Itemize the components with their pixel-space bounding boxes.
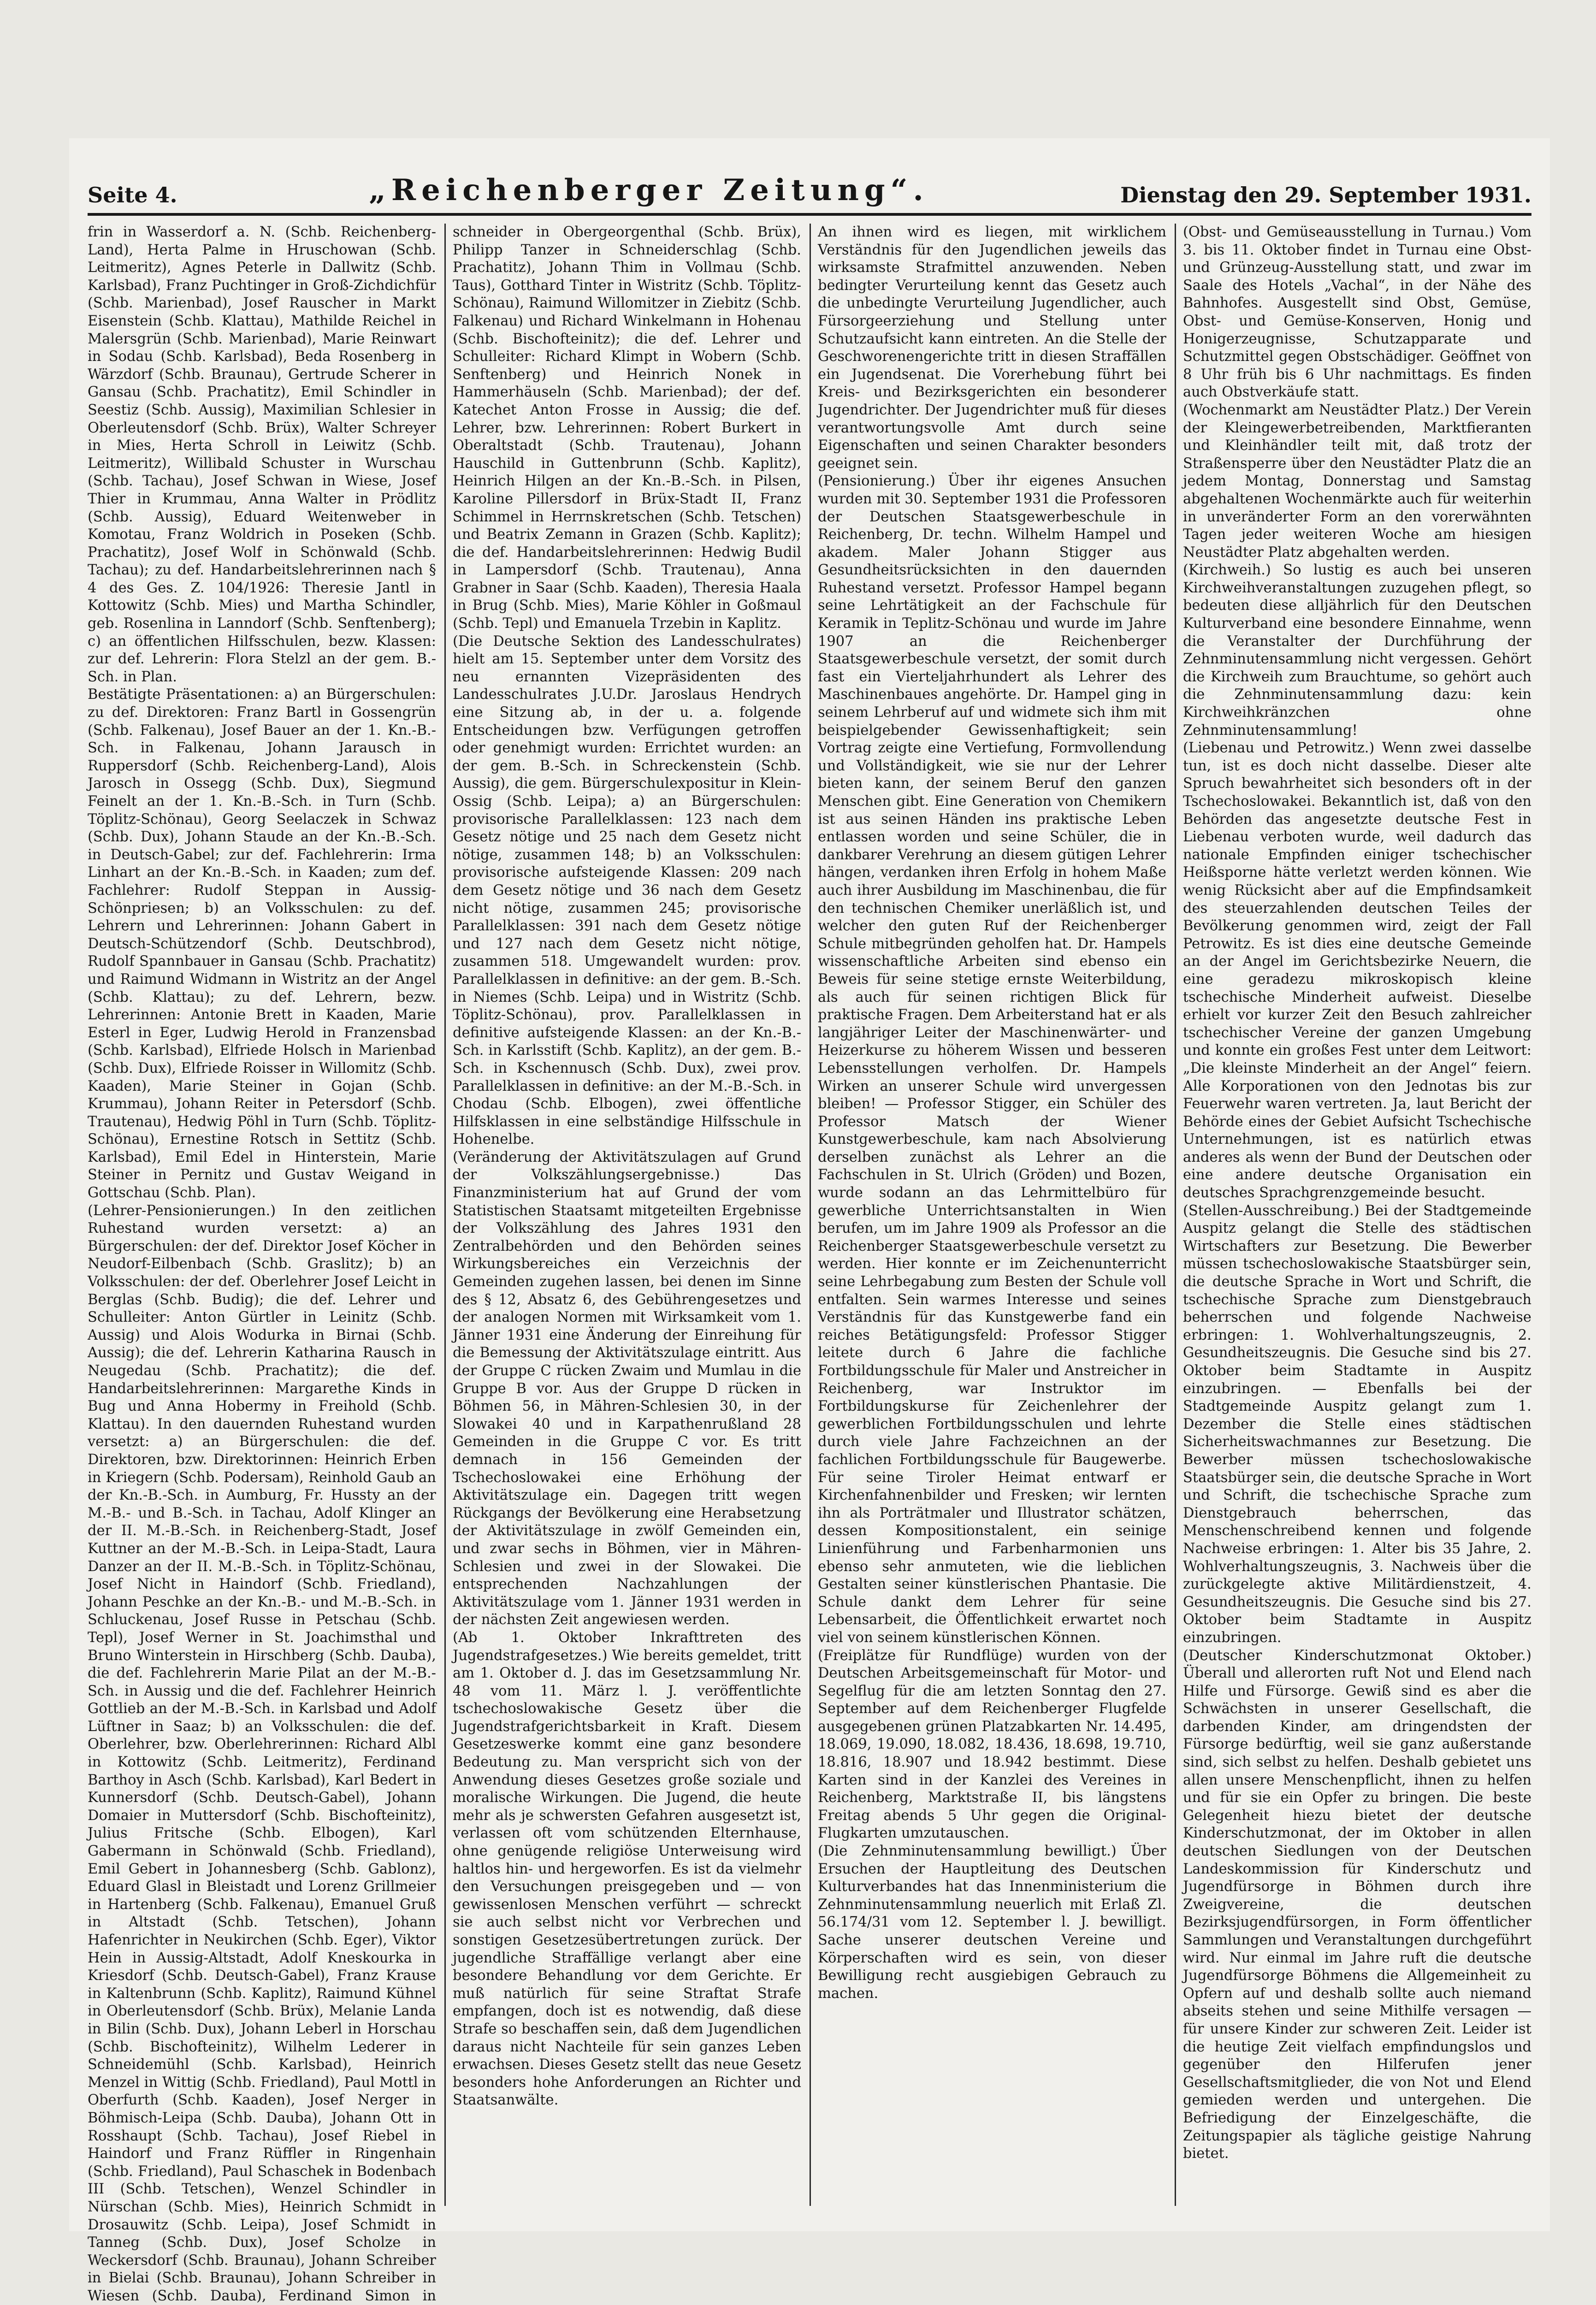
paragraph: (Veränderung der Aktivitätszulagen auf Grund der Volkszählungsergebnisse.) Das Finanzministerium hat auf Grund der vom Statistischen Staatsamt mitgeteilten Ergebnisse der Volkszählung des Jahres 1931 den Zentralbehörden und den Behörden seines Wirkungsbereiches ein Verzeichnis der Gemeinden zugehen lassen, bei denen im Sinne des § 12, Absatz 6, des Gebührengesetzes und der analogen Normen mit Wirksamkeit vom 1. Jänner 1931 eine Änderung der Einreihung für die Bemessung der Aktivitätszulage eintritt. Aus der Gruppe C rücken Zwaim und Mumlau in die Gruppe B vor. Aus der Gruppe D rücken in Böhmen 56, in Mähren-Schlesien 30, in der Slowakei 40 und in Karpathenrußland 28 Gemeinden in die Gruppe C vor. Es tritt demnach in 156 Gemeinden der Tschechoslowakei eine Erhöhung der Aktivitätszulage ein. Dagegen tritt wegen Rückgangs der Bevölkerung eine Herabsetzung der Aktivitätszulage in zwölf Gemeinden ein, und zwar sechs in Böhmen, vier in Mähren-Schlesien und zwei in der Slowakei. Die entsprechenden Nachzahlungen der Aktivitätszulage vom 1. Jänner 1931 werden in der nächsten Zeit angewiesen werden. <box>453 1149 801 1628</box>
text-columns <box>88 224 1531 2304</box>
column-2 <box>453 224 801 2206</box>
column-rule <box>1175 224 1176 2206</box>
masthead-title: „Reichenberger Zeitung“. <box>369 173 929 207</box>
paragraph: (Ab 1. Oktober Inkrafttreten des Jugendstrafgesetzes.) Wie bereits gemeldet, tritt am 1. Oktober d. J. das im Gesetzsammlung Nr. 48 vom 11. März l. J. veröffentlichte tschechoslowakische Gesetz über die Jugendstrafgerichtsbarkeit in Kraft. Diesem Gesetzeswerke kommt eine ganz besondere Bedeutung zu. Man verspricht sich von der Anwendung dieses Gesetzes große soziale und moralische Wirkungen. Die Jugend, die heute mehr als je schwersten Gefahren ausgesetzt ist, verlassen oft vom schützenden Elternhause, ohne genügende religiöse Unterweisung wird haltlos hin- und hergeworfen. Es ist da vielmehr den Versuchungen preisgegeben und — von gewissenlosen Menschen verführt — schreckt sie auch selbst nicht vor Verbrechen und sonstigen Gesetzesübertretungen zurück. Der jugendliche Straffällige verlangt aber eine besondere Behandlung vor dem Gerichte. Er muß natürlich für seine Straftat Strafe empfangen, doch ist es notwendig, daß diese Strafe so beschaffen sein, daß dem Jugendlichen daraus nicht Nachteile für sein ganzes Leben erwachsen. Dieses Gesetz stellt das neue Gesetz besonders hohe Anforderungen an Richter und Staatsanwälte. <box>453 1629 801 2109</box>
page-header <box>88 166 1531 207</box>
paragraph: (Obst- und Gemüseausstellung in Turnau.) Vom 3. bis 11. Oktober findet in Turnau eine Obst- und Grünzeug-Ausstellung statt, und zwar im Saale des Hotels „Vachal“, in der Nähe des Bahnhofes. Ausgestellt sind Obst, Gemüse, Obst- und Gemüse-Konserven, Honig und Honigerzeugnisse, Schutzapparate und Schutzmittel gegen Obstschädiger. Geöffnet von 8 Uhr früh bis 6 Uhr nachmittags. Es finden auch Obstverkäufe statt. <box>1183 224 1531 401</box>
issue-date: Dienstag den 29. September 1931. <box>1120 183 1531 207</box>
paragraph: An ihnen wird es liegen, mit wirklichem Verständnis für den Jugendlichen jeweils das wirksamste Strafmittel anzuwenden. Neben bedingter Verurteilung kennt das Gesetz auch die unbedingte Verurteilung Jugendlicher, auch Fürsorgeerziehung und Stellung unter Schutzaufsicht kann eintreten. An die Stelle der Geschworenengerichte tritt in diesen Straffällen ein Jugendsenat. Die Vorerhebung führt bei Kreis- und Bezirksgerichten ein besonderer Jugendrichter. Der Jugendrichter muß für dieses verantwortungsvolle Amt durch seine Eigenschaften und seinen Charakter besonders geeignet sein. <box>818 224 1166 472</box>
header-rule <box>88 213 1531 216</box>
paragraph: (Kirchweih.) So lustig es auch bei unseren Kirchweihveranstaltungen zuzugehen pflegt, so bedeuten diese alljährlich für den Deutschen Kulturverband eine besondere Einnahme, wenn die Veranstalter der Durchführung der Zehnminutensammlung nicht vergessen. Gehört die Kirchweih zum Brauchtume, so gehört auch die Zehnminutensammlung dazu: kein Kirchweihkränzchen ohne Zehnminutensammlung! <box>1183 562 1531 739</box>
paragraph: Bestätigte Präsentationen: a) an Bürgerschulen: zu def. Direktoren: Franz Bartl in Gossengrün (Schb. Falkenau), Josef Bauer an der 1. Kn.-B.-Sch. in Falkenau, Johann Jarausch in Ruppersdorf (Schb. Reichenberg-Land), Alois Jarosch in Ossegg (Schb. Dux), Siegmund Feinelt an der 1. Kn.-B.-Sch. in Turn (Schb. Töplitz-Schönau), Georg Seelaczek in Schwaz (Schb. Dux), Johann Staude an der Kn.-B.-Sch. in Deutsch-Gabel; zur def. Fachlehrerin: Irma Linhart an der Kn.-B.-Sch. in Kaaden; zum def. Fachlehrer: Rudolf Steppan in Aussig-Schönpriesen; b) an Volksschulen: zu def. Lehrern und Lehrerinnen: Johann Gabert in Deutsch-Schützendorf (Schb. Deutschbrod), Rudolf Spannbauer in Gansau (Schb. Prachatitz) und Raimund Widmann in Wistritz an der Angel (Schb. Klattau); zu def. Lehrern, bezw. Lehrerinnen: Antonie Brett in Kaaden, Marie Esterl in Eger, Ludwig Herold in Franzensbad (Schb. Karlsbad), Elfriede Holsch in Marienbad (Schb. Dux), Elfriede Roisser in Willomitz (Schb. Kaaden), Marie Steiner in Gojan (Schb. Krummau), Johann Reiter in Petersdorf (Schb. Trautenau), Hedwig Pöhl in Turn (Schb. Töplitz-Schönau), Ernestine Rotsch in Settitz (Schb. Karlsbad), Emil Edel in Hinterstein, Marie Steiner in Pernitz und Gustav Weigand in Gottschau (Schb. Plan). <box>88 686 436 1201</box>
column-3 <box>818 224 1166 2206</box>
paragraph: (Lehrer-Pensionierungen.) In den zeitlichen Ruhestand wurden versetzt: a) an Bürgerschulen: der def. Direktor Josef Köcher in Neudorf-Eilbenbach (Schb. Graslitz); b) an Volksschulen: der def. Oberlehrer Josef Leicht in Berglas (Schb. Budig); die def. Lehrer und Schulleiter: Anton Gürtler in Leinitz (Schb. Aussig) und Alois Wodurka in Birnai (Schb. Aussig); die def. Lehrerin Katharina Rausch in Neugedau (Schb. Prachatitz); die def. Handarbeitslehrerinnen: Margarethe Kinds in Bug und Anna Hobermy in Freihold (Schb. Klattau). In den dauernden Ruhestand wurden versetzt: a) an Bürgerschulen: die def. Direktoren, bzw. Direktorinnen: Heinrich Erben in Kriegern (Schb. Podersam), Reinhold Gaub an der Kn.-B.-Sch. in Aumburg, Fr. Hussty an der M.-B.- und B.-Sch. in Tachau, Adolf Klinger an der II. M.-B.-Sch. in Reichenberg-Stadt, Josef Kuttner an der M.-B.-Sch. in Leipa-Stadt, Laura Danzer an der II. M.-B.-Sch. in Töplitz-Schönau, Josef Nicht in Haindorf (Schb. Friedland), Johann Peschke an der Kn.-B.- und M.-B.-Sch. in Schluckenau, Josef Russe in Petschau (Schb. Tepl), Josef Werner in St. Joachimsthal und Bruno Winterstein in Hirschberg (Schb. Dauba), die def. Fachlehrerin Marie Pilat an der M.-B.-Sch. in Aussig und die def. Fachlehrer Heinrich Gottlieb an der M.-B.-Sch. in Karlsbad und Adolf Lüftner in Saaz; b) an Volksschulen: die def. Oberlehrer, bzw. Oberlehrerinnen: Richard Albl in Kottowitz (Schb. Leitmeritz), Ferdinand Barthoy in Asch (Schb. Karlsbad), Karl Bedert in Kunnersdorf (Schb. Deutsch-Gabel), Johann Domaier in Muttersdorf (Schb. Bischofteinitz), Julius Fritsche (Schb. Elbogen), Karl Gabermann in Schönwald (Schb. Friedland), Emil Gebert in Johannesberg (Schb. Gablonz), Eduard Glasl in Bleistadt und Lorenz Grillmeier in Hartenberg (Schb. Falkenau), Emanuel Gruß in Altstadt (Schb. Tetschen), Johann Hafenrichter in Neukirchen (Schb. Eger), Viktor Hein in Aussig-Altstadt, Adolf Kneskourka in Kriesdorf (Schb. Deutsch-Gabel), Franz Krause in Kaltenbrunn (Schb. Kaplitz), Raimund Kühnel in Oberleutensdorf (Schb. Brüx), Melanie Landa in Bilin (Schb. Dux), Johann Leberl in Horschau (Schb. Bischofteinitz), Wilhelm Lederer in Schneidemühl (Schb. Karlsbad), Heinrich Menzel in Wittig (Schb. Friedland), Paul Mottl in Oberfurth (Schb. Kaaden), Josef Nerger in Böhmisch-Leipa (Schb. Dauba), Johann Ott in Rosshaupt (Schb. Tachau), Josef Riebel in Haindorf und Franz Rüffler in Ringenhain (Schb. Friedland), Paul Schaschek in Bodenbach III (Schb. Tetschen), Wenzel Schindler in Nürschan (Schb. Mies), Heinrich Schmidt in Drosauwitz (Schb. Leipa), Josef Schmidt in Tanneg (Schb. Dux), Josef Scholze in Weckersdorf (Schb. Braunau), Johann Schreiber in Bielai (Schb. Braunau), Johann Schreiber in Wiesen (Schb. Dauba), Ferdinand Simon in <box>88 1202 436 2304</box>
paragraph: (Die Deutsche Sektion des Landesschulrates) hielt am 15. September unter dem Vorsitz des neu ernannten Vizepräsidenten des Landesschulrates J.U.Dr. Jaroslaus Hendrych eine Sitzung ab, in der u. a. folgende Entscheidungen bzw. Verfügungen getroffen oder genehmigt wurden: Errichtet wurden: an der gem. B.-Sch. in Schreckenstein (Schb. Aussig), die gem. Bürgerschulexpositur in Klein-Ossig (Schb. Leipa); a) an Bürgerschulen: provisorische Parallelklassen: 123 nach dem Gesetz nötige und 25 nach dem Gesetz nicht nötige, zusammen 148; b) an Volksschulen: provisorische aufsteigende Klassen: 209 nach dem Gesetz nötige und 36 nach dem Gesetz nicht nötige, zusammen 245; provisorische Parallelklassen: 391 nach dem Gesetz nötige und 127 nach dem Gesetz nicht nötige, zusammen 518. Umgewandelt wurden: prov. Parallelklassen in definitive: an der gem. B.-Sch. in Niemes (Schb. Leipa) und in Wistritz (Schb. Töplitz-Schönau), prov. Parallelklassen in definitive aufsteigende Klassen: an der Kn.-B.-Sch. in Karlsstift (Schb. Kaplitz), an der gem. B.-Sch. in Kschennusch (Schb. Dux), zwei prov. Parallelklassen in definitive: an der M.-B.-Sch. in Chodau (Schb. Elbogen), zwei öffentliche Hilfsklassen in eine selbständige Hilfsschule in Hohenelbe. <box>453 633 801 1148</box>
paragraph: (Freiplätze für Rundflüge) wurden von der Deutschen Arbeitsgemeinschaft für Motor- und Segelflug für die am letzten Sonntag den 27. September auf dem Reichenberger Flugfelde ausgegebenen grünen Platzabkarten Nr. 14.495, 18.069, 19.090, 18.082, 18.436, 18.698, 19.710, 18.816, 18.907 und 18.942 bestimmt. Diese Karten sind in der Kanzlei des Vereines in Reichenberg, Marktstraße II, bis längstens Freitag abends 5 Uhr gegen die Original-Flugkarten umzutauschen. <box>818 1647 1166 1842</box>
column-4 <box>1183 224 1531 2206</box>
paragraph: (Die Zehnminutensammlung bewilligt.) Über Ersuchen der Hauptleitung des Deutschen Kulturverbandes hat das Innenministerium die Zehnminutensammlung neuerlich mit Erlaß Zl. 56.174/31 vom 12. September l. J. bewilligt. Sache unserer deutschen Vereine und Körperschaften wird es sein, von dieser Bewilligung recht ausgiebigen Gebrauch zu machen. <box>818 1843 1166 2002</box>
paragraph: (Liebenau und Petrowitz.) Wenn zwei dasselbe tun, ist es doch nicht dasselbe. Dieser alte Spruch bewahrheitet sich besonders oft in der Tschechoslowakei. Bekanntlich ist, daß von den Behörden das angesetzte deutsche Fest in Liebenau verboten wurde, weil dadurch das nationale Empfinden einiger tschechischer Heißsporne hätte verletzt werden können. Wie wenig Rücksicht aber auf die Empfindsamkeit des steuerzahlenden deutschen Teiles der Bevölkerung genommen wird, zeigt der Fall Petrowitz. Es ist dies eine deutsche Gemeinde an der Angel im Gerichtsbezirke Neuern, die eine geradezu mikroskopisch kleine tschechische Minderheit aufweist. Dieselbe erhielt vor kurzer Zeit den Besuch zahlreicher tschechischer Vereine der ganzen Umgebung und konnte ein großes Fest unter dem Leitwort: „Die kleinste Minderheit an der Angel“ feiern. Alle Korporationen von den Jednotas bis zur Feuerwehr waren vertreten. Ja, laut Bericht der Behörde eines der Gebiet Aufsicht Tschechische Unternehmungen, ist es natürlich etwas anderes als wenn der Bund der Deutschen oder eine andere deutsche Organisation ein deutsches Sprachgrenzgemeinde besucht. <box>1183 740 1531 1201</box>
paragraph: (Stellen-Ausschreibung.) Bei der Stadtgemeinde Auspitz gelangt die Stelle des städtischen Wirtschafters zur Besetzung. Die Bewerber müssen tschechoslowakische Staatsbürger sein, die deutsche Sprache in Wort und Schrift, die tschechische Sprache zum Dienstgebrauch beherrschen und folgende Nachweise erbringen: 1. Wohlverhaltungszeugnis, 2. Gesundheitszeugnis. Die Gesuche sind bis 27. Oktober beim Stadtamte in Auspitz einzubringen. — Ebenfalls bei der Stadtgemeinde Auspitz gelangt zum 1. Dezember die Stelle eines städtischen Sicherheitswachmannes zur Besetzung. Die Bewerber müssen tschechoslowakische Staatsbürger sein, die deutsche Sprache in Wort und Schrift, die tschechische Sprache zum Dienstgebrauch beherrschen, das Menschenschreibend kennen und folgende Nachweise erbringen: 1. Alter bis 35 Jahre, 2. Wohlverhaltungszeugnis, 3. Nachweis über die zurückgelegte aktive Militärdienstzeit, 4. Gesundheitszeugnis. Die Gesuche sind bis 27. Oktober beim Stadtamte in Auspitz einzubringen. <box>1183 1202 1531 1646</box>
paragraph: frin in Wasserdorf a. N. (Schb. Reichenberg-Land), Herta Palme in Hruschowan (Schb. Leitmeritz), Agnes Peterle in Dallwitz (Schb. Karlsbad), Franz Puchtinger in Groß-Zichdichfür (Schb. Marienbad), Josef Rauscher in Markt Eisenstein (Schb. Klattau), Mathilde Reichel in Malersgrün (Schb. Marienbad), Marie Reinwart in Sodau (Schb. Karlsbad), Beda Rosenberg in Wärzdorf (Schb. Braunau), Gertrude Scherer in Gansau (Schb. Prachatitz), Emil Schindler in Seestiz (Schb. Aussig), Maximilian Schlesier in Oberleutensdorf (Schb. Brüx), Walter Schreyer in Mies, Herta Schroll in Leiwitz (Schb. Leitmeritz), Willibald Schuster in Wurschau (Schb. Tachau), Josef Schwan in Wiese, Josef Thier in Krummau, Anna Walter in Prödlitz (Schb. Aussig), Eduard Weitenweber in Komotau, Franz Woldrich in Poseken (Schb. Prachatitz), Josef Wolf in Schönwald (Schb. Tachau); zu def. Handarbeitslehrerinnen nach § 4 des Ges. Z. 104/1926: Theresie Jantl in Kottowitz (Schb. Mies) und Martha Schindler, geb. Rosenlina in Lanndorf (Schb. Senftenberg); c) an öffentlichen Hilfsschulen, bezw. Klassen: zur def. Lehrerin: Flora Stelzl an der gem. B.-Sch. in Plan. <box>88 224 436 685</box>
paragraph: (Wochenmarkt am Neustädter Platz.) Der Verein der Kleingewerbetreibenden, Marktfieranten und Kleinhändler teilt mit, daß trotz der Straßensperre über den Neustädter Platz die an jedem Montag, Donnerstag und Samstag abgehaltenen Wochenmärkte auch für weiterhin in unveränderter Form an den vorerwähnten Tagen jeder weiteren Woche am hiesigen Neustädter Platz abgehalten werden. <box>1183 402 1531 561</box>
column-rule <box>810 224 811 2206</box>
page-number: Seite 4. <box>88 183 177 207</box>
column-1 <box>88 224 436 2304</box>
paragraph: (Deutscher Kinderschutzmonat Oktober.) Überall und allerorten ruft Not und Elend nach Hilfe und Fürsorge. Gewiß sind es aber die Schwächsten in unserer Gesellschaft, die darbenden Kinder, am dringendsten der Fürsorge bedürftig, weil sie ganz außerstande sind, sich selbst zu helfen. Deshalb gebietet uns allen unsere Menschenpflicht, ihnen zu helfen und für sie ein Opfer zu bringen. Die beste Gelegenheit hiezu bietet der deutsche Kinderschutzmonat, der im Oktober in allen deutschen Siedlungen von der Deutschen Landeskommission für Kinderschutz und Jugendfürsorge in Böhmen durch ihre Zweigvereine, die deutschen Bezirksjugendfürsorgen, in Form öffentlicher Sammlungen und Veranstaltungen durchgeführt wird. Nur einmal im Jahre ruft die deutsche Jugendfürsorge Böhmens die Allgemeinheit zu Opfern auf und deshalb sollte auch niemand abseits stehen und seine Mithilfe versagen — für unsere Kinder zur schweren Zeit. Leider ist die heutige Zeit vielfach empfindungslos und gegenüber den Hilferufen jener Gesellschaftsmitglieder, die von Not und Elend gemieden werden und untergehen. Die Befriedigung der Einzelgeschäfte, die Zeitungspapier als tägliche geistige Nahrung bietet. <box>1183 1647 1531 2162</box>
paragraph: (Pensionierung.) Über ihr eigenes Ansuchen wurden mit 30. September 1931 die Professoren der Deutschen Staatsgewerbeschule in Reichenberg, Dr. techn. Wilhelm Hampel und akadem. Maler Johann Stigger aus Gesundheitsrücksichten in den dauernden Ruhestand versetzt. Professor Hampel begann seine Lehrtätigkeit an der Fachschule für Keramik in Teplitz-Schönau und wurde im Jahre 1907 an die Reichenberger Staatsgewerbeschule versetzt, der somit durch fast ein Vierteljahrhundert als Lehrer des Maschinenbaues angehörte. Dr. Hampel ging in seinem Lehrberuf auf und widmete sich ihm mit beispielgebender Gewissenhaftigkeit; sein Vortrag zeigte eine Vertiefung, Formvollendung und Vollständigkeit, wie sie nur der Lehrer bieten kann, der seinem Beruf den ganzen Menschen gibt. Eine Generation von Chemikern ist aus seinen Händen ins praktische Leben entlassen worden und seine Schüler, die in dankbarer Verehrung an diesem gütigen Lehrer hängen, verdanken ihren Erfolg in hohem Maße auch ihrer Ausbildung im Maschinenbau, die für den technischen Chemiker unerläßlich ist, und welcher den guten Ruf der Reichenberger Schule mitbegründen geholfen hat. Dr. Hampels wissenschaftliche Arbeiten sind ebenso ein Beweis für seine stetige ernste Weiterbildung, als auch für seinen richtigen Blick für praktische Fragen. Dem Arbeiterstand hat er als langjähriger Leiter der Maschinenwärter- und Heizerkurse zu höherem Wissen und besseren Lebensstellungen verholfen. Dr. Hampels Wirken an unserer Schule wird unvergessen bleiben! — Professor Stigger, ein Schüler des Professor Matsch der Wiener Kunstgewerbeschule, kam nach Absolvierung derselben zunächst als Lehrer an die Fachschulen in St. Ulrich (Gröden) und Bozen, wurde sodann an das Lehrmittelbüro für gewerbliche Unterrichtsanstalten in Wien berufen, um im Jahre 1909 als Professor an die Reichenberger Staatsgewerbeschule versetzt zu werden. Hier konnte er im Zeichenunterricht seine Lehrbegabung zum Besten der Schule voll entfalten. Sein warmes Interesse und seines Verständnis für das Kunstgewerbe fand ein reiches Betätigungsfeld: Professor Stigger leitete durch 6 Jahre die fachliche Fortbildungsschule für Maler und Anstreicher in Reichenberg, war Instruktor im Fortbildungskurse für Zeichenlehrer der gewerblichen Fortbildungsschulen und lehrte durch viele Jahre Fachzeichnen an der fachlichen Fortbildungsschule für Baugewerbe. Für seine Tiroler Heimat entwarf er Kirchenfahnenbilder und Fresken; wir lernten ihn als Porträtmaler und Illustrator schätzen, dessen Kompositionstalent, ein seinige Linienführung und Farbenharmonien uns ebenso sehr anmuteten, wie die lieblichen Gestalten seiner künstlerischen Phantasie. Die Schule dankt dem Lehrer für seine Lebensarbeit, die Öffentlichkeit erwartet noch viel von seinem künstlerischen Können. <box>818 473 1166 1646</box>
paragraph: schneider in Obergeorgenthal (Schb. Brüx), Philipp Tanzer in Schneiderschlag (Schb. Prachatitz), Johann Thim in Vollmau (Schb. Taus), Gotthard Tinter in Wistritz (Schb. Töplitz-Schönau), Raimund Willomitzer in Ziebitz (Schb. Falkenau) und Richard Winkelmann in Hohenau (Schb. Bischofteinitz); die def. Lehrer und Schulleiter: Richard Klimpt in Wobern (Schb. Senftenberg) und Heinrich Nonek in Hammerhäuseln (Schb. Marienbad); der def. Katechet Anton Frosse in Aussig; die def. Lehrer, bzw. Lehrerinnen: Robert Burkert in Oberaltstadt (Schb. Trautenau), Johann Hauschild in Guttenbrunn (Schb. Kaplitz), Heinrich Hilgen an der Kn.-B.-Sch. in Pilsen, Karoline Pillersdorf in Brüx-Stadt II, Franz Schimmel in Herrnskretschen (Schb. Tetschen) und Beatrix Zemann in Grazen (Schb. Kaplitz); die def. Handarbeitslehrerinnen: Hedwig Budil in Lampersdorf (Schb. Trautenau), Anna Grabner in Saar (Schb. Kaaden), Theresia Haala in Brug (Schb. Mies), Marie Köhler in Goßmaul (Schb. Tepl) und Emanuela Trzebin in Kaplitz. <box>453 224 801 632</box>
column-rule <box>444 224 446 2206</box>
newspaper-page <box>69 138 1550 2304</box>
